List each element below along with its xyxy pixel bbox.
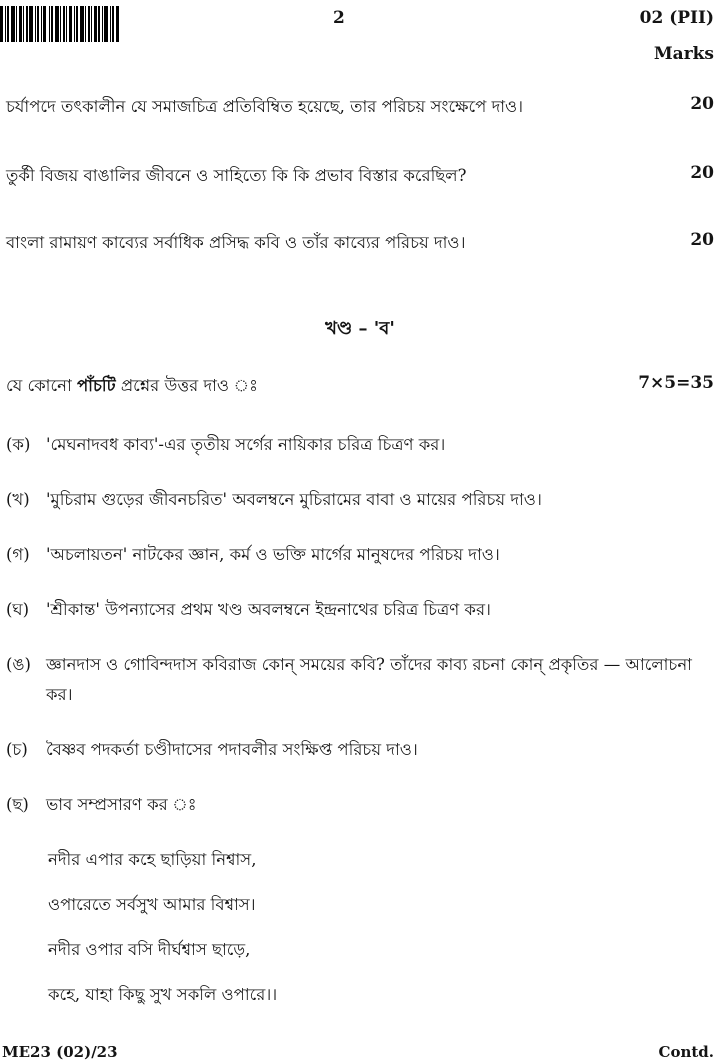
question-3-marks: 20 [690, 230, 714, 250]
option-label: (চ) [6, 740, 28, 759]
option-label: (খ) [6, 490, 30, 509]
section-b-title: খণ্ড – 'ব' [325, 318, 395, 339]
option-uma [6, 652, 692, 679]
option-label: (ছ) [6, 795, 29, 814]
option-label: (ক) [6, 435, 31, 454]
poem-line-1: নদীর এপার কহে ছাড়িয়া নিশ্বাস, [48, 850, 257, 869]
poem-line-3: নদীর ওপার বসি দীর্ঘশ্বাস ছাড়ে, [48, 940, 251, 959]
instruction-bold: পাঁচটি [76, 376, 116, 395]
instruction-prefix: যে কোনো [6, 376, 72, 395]
footer-contd: Contd. [658, 1043, 714, 1061]
option-ga [6, 542, 500, 569]
instruction-suffix: প্রশ্নের উত্তর দাও ঃ [120, 376, 258, 395]
option-text: 'অচলায়তন' নাটকের জ্ঞান, কর্ম ও ভক্তি মার্গের মানুষদের পরিচয় দাও। [46, 545, 500, 564]
option-text: জ্ঞানদাস ও গোবিন্দদাস কবিরাজ কোন্ সময়ের কবি? তাঁদের কাব্য রচনা কোন্ প্রকৃতির — আলোচনা [46, 655, 692, 674]
option-gha [6, 597, 491, 624]
poem-line-2: ওপারেতে সর্বসুখ আমার বিশ্বাস। [48, 895, 256, 914]
option-ka [6, 432, 445, 459]
option-chha [6, 792, 197, 819]
section-b-instruction [6, 373, 258, 400]
option-text: বৈষ্ণব পদকর্তা চণ্ডীদাসের পদাবলীর সংক্ষিপ্ত পরিচয় দাও। [46, 740, 418, 759]
option-uma-continued: কর। [46, 685, 73, 704]
option-text: 'মেঘনাদবধ কাব্য'-এর তৃতীয় সর্গের নায়িকার চরিত্র চিত্রণ কর। [46, 435, 446, 454]
option-text: 'শ্রীকান্ত' উপন্যাসের প্রথম খণ্ড অবলম্বনে ইন্দ্রনাথের চরিত্র চিত্রণ কর। [46, 600, 491, 619]
footer-code: ME23 (02)/23 [2, 1043, 118, 1061]
section-b-marks: 7×5=35 [638, 373, 714, 393]
poem-line-4: কহে, যাহা কিছু সুখ সকলি ওপারে।। [48, 985, 278, 1004]
paper-code: 02 (PII) [639, 8, 714, 28]
option-text: ভাব সম্প্রসারণ কর ঃ [46, 795, 197, 814]
option-label: (ঘ) [6, 600, 30, 619]
question-2-marks: 20 [690, 163, 714, 183]
question-1-text: চর্যাপদে তৎকালীন যে সমাজচিত্র প্রতিবিম্বিত হয়েছে, তার পরিচয় সংক্ষেপে দাও। [6, 97, 524, 116]
question-1-marks: 20 [690, 94, 714, 114]
option-cha [6, 737, 418, 764]
option-label: (ঙ) [6, 655, 31, 674]
option-text: 'মুচিরাম গুড়ের জীবনচরিত' অবলম্বনে মুচিরামের বাবা ও মায়ের পরিচয় দাও। [46, 490, 542, 509]
question-3-text: বাংলা রামায়ণ কাব্যের সর্বাধিক প্রসিদ্ধ কবি ও তাঁর কাব্যের পরিচয় দাও। [6, 233, 466, 252]
question-2-text: তুর্কী বিজয় বাঙালির জীবনে ও সাহিত্যে কি কি প্রভাব বিস্তার করেছিল? [6, 166, 467, 185]
barcode [0, 6, 142, 42]
marks-heading: Marks [653, 44, 714, 64]
page-number: 2 [333, 8, 345, 28]
option-kha [6, 487, 542, 514]
option-label: (গ) [6, 545, 30, 564]
